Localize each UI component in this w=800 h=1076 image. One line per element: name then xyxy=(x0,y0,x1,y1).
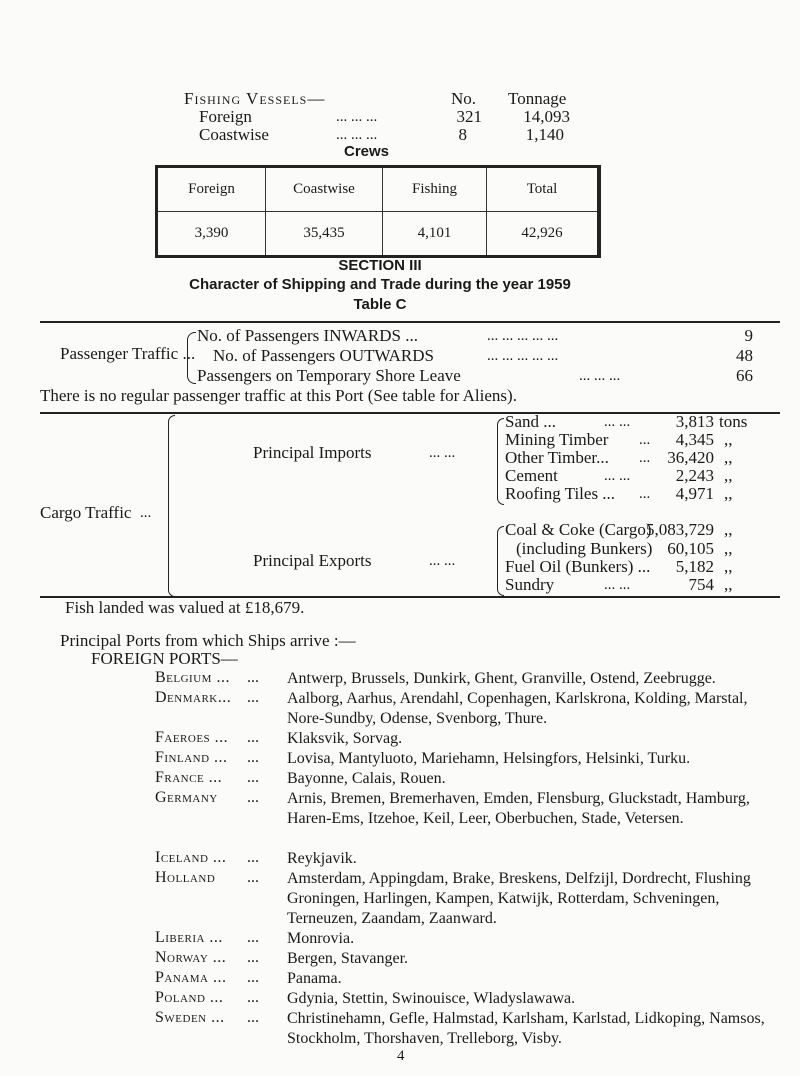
country-ports: Bayonne, Calais, Rouen. xyxy=(287,770,446,787)
ports-intro: Principal Ports from which Ships arrive :— xyxy=(60,631,356,650)
import-dots: ... xyxy=(639,450,651,466)
country-name: Denmark... xyxy=(155,689,232,706)
country-name: Faeroes ... xyxy=(155,729,229,746)
fishing-row-tonnage: 1,140 xyxy=(525,125,564,144)
country-dots: ... xyxy=(247,769,259,786)
country-dots: ... xyxy=(247,1009,259,1026)
country-name: Finland ... xyxy=(155,749,228,766)
export-value: 754 xyxy=(688,575,714,594)
passenger-row-value: 9 xyxy=(744,326,753,345)
fishing-col-tonnage: Tonnage xyxy=(508,89,567,108)
principal-exports-dots: ... ... xyxy=(429,553,456,569)
crews-value-cell: 35,435 xyxy=(266,212,383,257)
export-value: 60,105 xyxy=(667,539,714,558)
country-dots: ... xyxy=(247,729,259,746)
import-unit: ,, xyxy=(724,466,733,485)
principal-exports-label: Principal Exports xyxy=(253,551,372,570)
passenger-brace xyxy=(187,332,196,384)
country-dots: ... xyxy=(247,969,259,986)
fishing-row-label: Foreign xyxy=(199,107,252,126)
import-item: Sand ... xyxy=(505,412,556,431)
crews-header-cell: Total xyxy=(487,167,600,212)
country-ports: Monrovia. xyxy=(287,930,355,947)
crews-header-cell: Foreign xyxy=(157,167,266,212)
passenger-row-text: Passengers on Temporary Shore Leave xyxy=(197,366,461,385)
import-unit: tons xyxy=(719,412,748,431)
import-dots: ... xyxy=(639,486,651,502)
import-value: 3,813 xyxy=(675,412,714,431)
import-unit: ,, xyxy=(724,430,733,449)
country-ports: Christinehamn, Gefle, Halmstad, Karlsham, Karlstad, Lidkoping, Namsos, Stockholm, Thorshaven, Trelleborg, Visby. xyxy=(287,1010,765,1047)
fishing-row-dots: ... ... ... xyxy=(336,109,378,125)
section-title: SECTION III xyxy=(338,257,422,274)
export-item: (including Bunkers) xyxy=(516,539,653,558)
passenger-row-dots: ... ... ... ... ... xyxy=(487,328,559,344)
import-unit: ,, xyxy=(724,484,733,503)
passenger-row-dots: ... ... ... ... ... xyxy=(487,348,559,364)
crews-value-cell: 3,390 xyxy=(157,212,266,257)
export-unit: ,, xyxy=(724,575,733,594)
fishing-row-tonnage: 14,093 xyxy=(523,107,570,126)
country-name: Belgium ... xyxy=(155,669,230,686)
country-dots: ... xyxy=(247,949,259,966)
principal-imports-dots: ... ... xyxy=(429,445,456,461)
country-dots: ... xyxy=(247,689,259,706)
passenger-row-value: 66 xyxy=(736,366,753,385)
principal-imports-label: Principal Imports xyxy=(253,443,372,462)
import-dots: ... ... xyxy=(604,468,631,484)
country-dots: ... xyxy=(247,849,259,866)
fishing-row-dots: ... ... ... xyxy=(336,127,378,143)
import-item: Cement xyxy=(505,466,558,485)
crews-value-cell: 4,101 xyxy=(383,212,487,257)
country-name: Panama ... xyxy=(155,969,227,986)
country-name: Germany xyxy=(155,789,218,806)
country-name: Poland ... xyxy=(155,989,224,1006)
page-number: 4 xyxy=(397,1048,405,1064)
cargo-brace xyxy=(168,415,175,597)
country-dots: ... xyxy=(247,749,259,766)
import-dots: ... xyxy=(639,432,651,448)
crews-title: Crews xyxy=(344,143,390,160)
export-item: Fuel Oil (Bunkers) ... xyxy=(505,557,651,576)
country-ports: Gdynia, Stettin, Swinouisce, Wladyslawawa. xyxy=(287,990,576,1007)
export-item: Sundry xyxy=(505,575,555,594)
country-name: Iceland ... xyxy=(155,849,227,866)
import-value: 4,345 xyxy=(675,430,714,449)
export-unit: ,, xyxy=(724,520,733,539)
passenger-row-dots: ... ... ... xyxy=(579,368,621,384)
crews-header-cell: Fishing xyxy=(383,167,487,212)
country-dots: ... xyxy=(247,869,259,886)
passenger-note: There is no regular passenger traffic at this Port (See table for Aliens). xyxy=(40,386,517,405)
export-item: Coal & Coke (Cargo) xyxy=(505,520,652,539)
import-value: 4,971 xyxy=(675,484,714,503)
country-ports: Antwerp, Brussels, Dunkirk, Ghent, Granville, Ostend, Zeebrugge. xyxy=(287,670,716,687)
import-item: Other Timber... xyxy=(505,448,609,467)
import-item: Mining Timber xyxy=(505,430,609,449)
export-unit: ,, xyxy=(724,557,733,576)
section-subtitle: Character of Shipping and Trade during the year 1959 xyxy=(189,276,571,293)
fishing-row-label: Coastwise xyxy=(199,125,269,144)
country-ports: Lovisa, Mantyluoto, Mariehamn, Helsingfors, Helsinki, Turku. xyxy=(287,750,691,767)
exports-brace xyxy=(497,526,504,596)
country-name: Holland xyxy=(155,869,216,886)
crews-table xyxy=(155,165,601,258)
country-ports: Klaksvik, Sorvag. xyxy=(287,730,403,747)
fish-landed-value: Fish landed was valued at £18,679. xyxy=(65,598,305,617)
country-ports: Bergen, Stavanger. xyxy=(287,950,409,967)
passenger-row-text: No. of Passengers OUTWARDS xyxy=(213,346,434,365)
country-ports: Reykjavik. xyxy=(287,850,357,867)
section-rule xyxy=(40,321,780,323)
country-dots: ... xyxy=(247,929,259,946)
country-name: Liberia ... xyxy=(155,929,223,946)
export-unit: ,, xyxy=(724,539,733,558)
country-name: France ... xyxy=(155,769,223,786)
country-ports: Amsterdam, Appingdam, Brake, Breskens, Delfzijl, Dordrecht, Flushing Groningen, Harlingen, Kampen, Katwijk, Rotterdam, Schveningen, Terneuzen, Zaandam, Zaanward. xyxy=(287,870,751,927)
export-value: 5,083,729 xyxy=(646,520,714,539)
country-ports: Aalborg, Aarhus, Arendahl, Copenhagen, Karlskrona, Kolding, Marstal, Nore-Sundby, Odense, Svenborg, Thure. xyxy=(287,690,748,727)
fishing-col-no: No. xyxy=(451,89,477,108)
fishing-vessels-heading: Fishing Vessels— xyxy=(184,89,326,108)
country-name: Sweden ... xyxy=(155,1009,225,1026)
passenger-row-value: 48 xyxy=(736,346,753,365)
cargo-traffic-label: Cargo Traffic xyxy=(40,503,132,522)
crews-header-cell: Coastwise xyxy=(266,167,383,212)
export-value: 5,182 xyxy=(675,557,714,576)
import-value: 36,420 xyxy=(667,448,714,467)
country-dots: ... xyxy=(247,789,259,806)
crews-value-cell: 42,926 xyxy=(487,212,600,257)
foreign-ports-heading: FOREIGN PORTS— xyxy=(91,649,238,668)
export-dots: ... ... xyxy=(604,577,631,593)
import-unit: ,, xyxy=(724,448,733,467)
imports-brace xyxy=(497,418,504,505)
import-item: Roofing Tiles ... xyxy=(505,484,616,503)
cargo-traffic-dots: ... xyxy=(140,505,152,521)
country-dots: ... xyxy=(247,989,259,1006)
country-name: Norway ... xyxy=(155,949,227,966)
country-dots: ... xyxy=(247,669,259,686)
passenger-row-text: No. of Passengers INWARDS ... xyxy=(197,326,418,345)
import-value: 2,243 xyxy=(675,466,714,485)
fishing-row-no: 8 xyxy=(458,125,467,144)
passenger-traffic-label: Passenger Traffic ... xyxy=(60,344,196,363)
country-ports: Panama. xyxy=(287,970,342,987)
import-dots: ... ... xyxy=(604,414,631,430)
table-title: Table C xyxy=(353,296,407,313)
fishing-row-no: 321 xyxy=(456,107,482,126)
country-ports: Arnis, Bremen, Bremerhaven, Emden, Flensburg, Gluckstadt, Hamburg, Haren-Ems, Itzehoe, Keil, Leer, Oberbuchen, Stade, Vetersen. xyxy=(287,790,750,827)
